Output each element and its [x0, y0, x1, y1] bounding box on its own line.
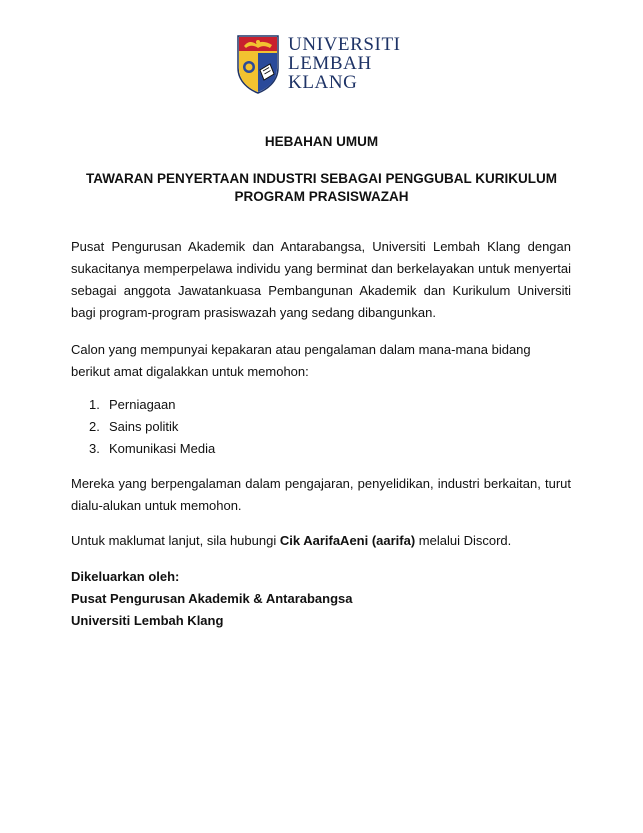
issuing-university: Universiti Lembah Klang: [71, 613, 224, 628]
logo-line-2: LEMBAH: [288, 53, 372, 74]
signature-block: [71, 566, 353, 632]
university-wordmark: [288, 35, 401, 92]
list-item: [89, 438, 215, 460]
list-item: [89, 416, 215, 438]
logo-line-1: UNIVERSITI: [288, 34, 401, 55]
contact-name: Cik AarifaAeni (aarifa): [279, 533, 416, 548]
list-item-number: 2.: [89, 419, 100, 434]
list-item-label: Komunikasi Media: [109, 441, 216, 456]
list-item-label: Perniagaan: [109, 397, 176, 412]
list-item-number: 1.: [89, 397, 100, 412]
contact-suffix: melalui Discord.: [415, 533, 512, 548]
list-item-label: Sains politik: [109, 419, 179, 434]
issued-by-label: Dikeluarkan oleh:: [71, 569, 180, 584]
criteria-paragraph: Calon yang mempunyai kepakaran atau pengalaman dalam mana-mana bidang berikut amat digalakkan untuk memohon:: [71, 342, 531, 379]
experience-paragraph: Mereka yang berpengalaman dalam pengajaran, penyelidikan, industri berkaitan, turut dialu-alukan untuk memohon.: [71, 476, 571, 513]
university-crest-icon: [236, 34, 280, 94]
announcement-subject: [0, 170, 643, 206]
fields-list: [89, 394, 215, 460]
subject-line-2: PROGRAM PRASISWAZAH: [234, 189, 409, 204]
list-item: [89, 394, 215, 416]
announcement-title: HEBAHAN UMUM: [264, 134, 379, 149]
list-item-number: 3.: [89, 441, 100, 456]
subject-line-1: TAWARAN PENYERTAAN INDUSTRI SEBAGAI PENGGUBAL KURIKULUM: [85, 171, 557, 186]
logo-line-3: KLANG: [288, 72, 358, 93]
contact-prefix: Untuk maklumat lanjut, sila hubungi: [71, 533, 280, 548]
issuing-department: Pusat Pengurusan Akademik & Antarabangsa: [71, 591, 353, 606]
intro-paragraph: Pusat Pengurusan Akademik dan Antarabangsa, Universiti Lembah Klang dengan sukacitanya memperpelawa individu yang berminat dan berkelayakan untuk menyertai sebagai anggota Jawatankuasa Pembangunan Akademik dan Kurikulum Universiti bagi program-program prasiswazah yang sedang dibangunkan.: [71, 239, 571, 320]
contact-paragraph: [71, 530, 571, 552]
university-logo: [236, 34, 411, 98]
